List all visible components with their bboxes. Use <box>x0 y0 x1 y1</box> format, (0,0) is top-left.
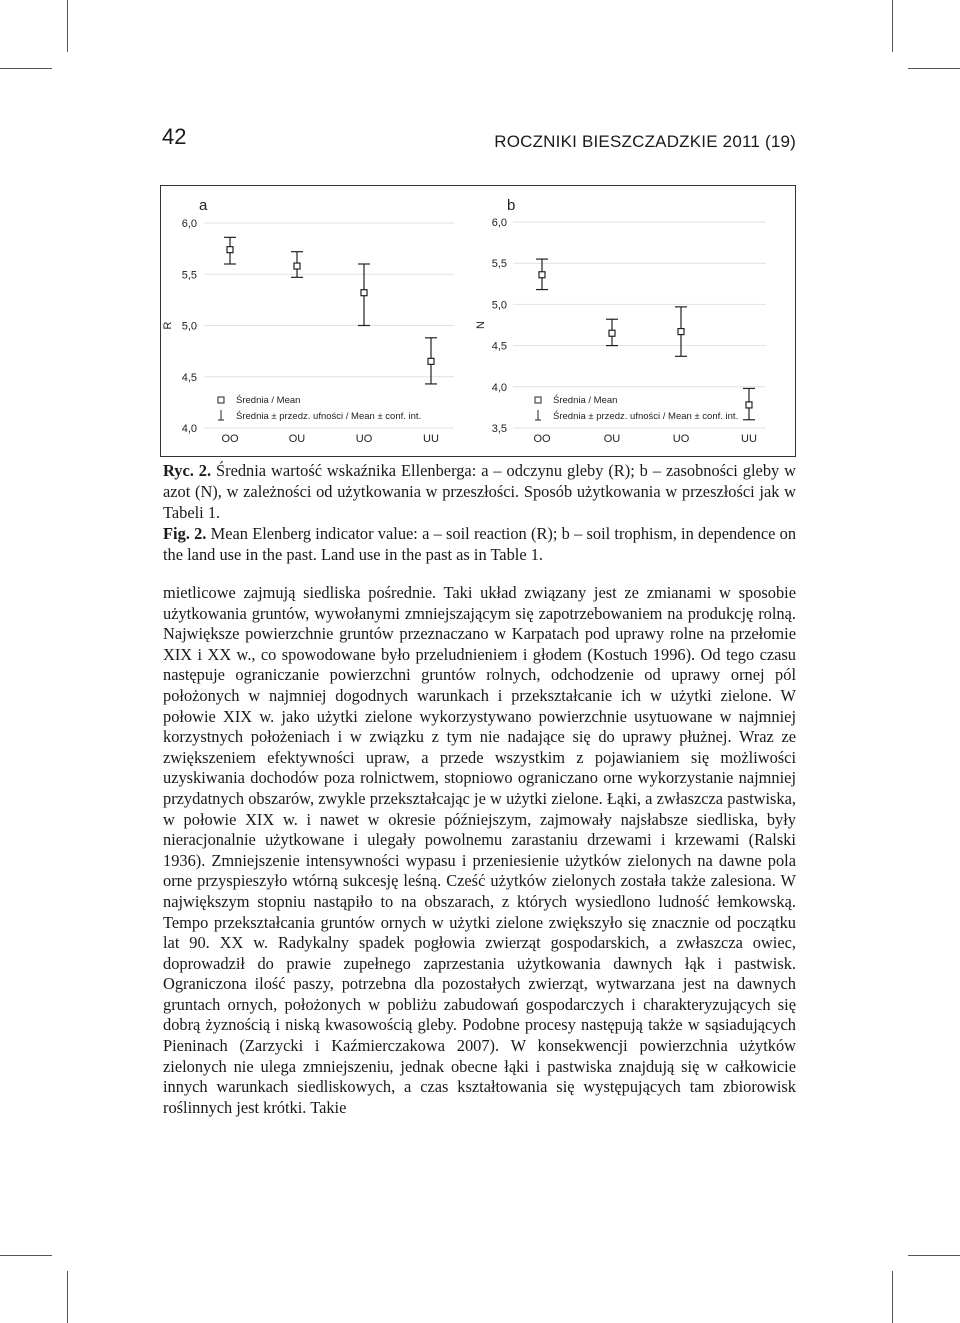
panel-a-mean-marker <box>361 290 367 296</box>
panel-b-ytick-label: 6,0 <box>491 217 507 229</box>
panel-a-ytick-label: 4,5 <box>181 371 197 384</box>
panel-a-label: a <box>199 197 208 214</box>
panel-b-category-label: OO <box>533 433 551 445</box>
page-header <box>160 120 796 160</box>
panel-a-category-label: UU <box>423 433 439 445</box>
crop-mark <box>0 68 52 69</box>
panel-a-category-label: OO <box>221 433 239 445</box>
panel-a-category-label: OU <box>288 433 306 445</box>
panel-b-ytick-label: 3,5 <box>491 423 507 435</box>
caption-english-text: Mean Elenberg indicator value: a – soil reaction (R); b – soil trophism, in dependence on the land use in the past. Land use in the past as in Table 1. <box>163 524 797 564</box>
crop-mark <box>67 0 68 52</box>
figure-2 <box>160 185 796 457</box>
panel-b-ytick-label: 5,0 <box>491 299 507 312</box>
panel-b-y-axis-label: N <box>475 321 487 329</box>
panel-b-category-label: UU <box>741 433 757 445</box>
body-text <box>163 583 796 1118</box>
caption-polish-text: Średnia wartość wskaźnika Ellenberga: a – odczynu gleby (R); b – zasobności gleby w azot (N), w zależności od użytkowania w przeszłości. Sposób użytkowania w przeszłości jak w Tabeli 1. <box>163 461 796 522</box>
panel-b-mean-marker <box>609 330 615 336</box>
panel-b-legend-mean-symbol <box>535 397 541 403</box>
figure-caption <box>163 460 796 565</box>
panel-a-legend-ci-label: Średnia ± przedz. ufności / Mean ± conf. int. <box>236 411 422 422</box>
crop-mark <box>908 1255 960 1256</box>
panel-b-ytick-label: 5,5 <box>491 258 507 271</box>
panel-b-ytick-label: 4,0 <box>491 381 507 394</box>
page-number: 42 <box>162 124 187 149</box>
panel-a-ytick-label: 5,0 <box>181 320 197 333</box>
panel-a-legend-mean-symbol <box>218 397 224 403</box>
panel-b-mean-marker <box>746 402 752 408</box>
panel-b-legend-mean-label: Średnia / Mean <box>553 395 618 406</box>
panel-a-y-axis-label: R <box>162 321 174 330</box>
caption-english <box>163 523 796 565</box>
caption-polish <box>163 460 796 523</box>
panel-b-category-label: UO <box>672 433 690 445</box>
crop-mark <box>0 1255 52 1256</box>
panel-b-mean-marker <box>539 272 545 278</box>
caption-english-label: Fig. 2. <box>163 524 207 543</box>
journal-title: ROCZNIKI BIESZCZADZKIE 2011 (19) <box>494 132 796 151</box>
panel-a-mean-marker <box>294 263 300 269</box>
panel-a-mean-marker <box>227 247 233 253</box>
figure-2-chart <box>161 186 797 458</box>
panel-a-category-label: UO <box>355 433 373 445</box>
crop-mark <box>67 1271 68 1323</box>
panel-a-mean-marker <box>428 358 434 364</box>
panel-b-ytick-label: 4,5 <box>491 340 507 353</box>
crop-mark <box>908 68 960 69</box>
panel-a-legend-mean-label: Średnia / Mean <box>236 395 301 406</box>
caption-polish-label: Ryc. 2. <box>163 461 212 480</box>
panel-a-ytick-label: 4,0 <box>181 423 197 435</box>
panel-a-ytick-label: 6,0 <box>181 218 197 230</box>
crop-mark <box>892 0 893 52</box>
panel-b-label: b <box>507 197 516 214</box>
panel-b-mean-marker <box>678 329 684 335</box>
body-paragraph: mietlicowe zajmują siedliska pośrednie. Taki układ związany jest ze zmianami w sposobie użytkowania gruntów, wywołanymi zmniejszającym się zapotrzebowaniem na produkcję rolną. Największe powierzchnie gruntów przeznaczano w Karpatach pod uprawy rolne na przełomie XIX i XX w., co spowodowane było przeludnieniem i głodem (Kostuch 1996). Od tego czasu następuje ograniczanie powierzchni gruntów rolnych, odchodzenie od uprawy ornej pól położonych w najmniej dogodnych warunkach i przekształcanie ich w użytki zielone. W połowie XIX w. jako użytki zielone wykorzystywano powierzchnie usytuowane w najmniej korzystnych położeniach i w związku z tym nie nadające się do uprawy płużnej. Wraz ze zwiększeniem efektywności upraw, a przede wszystkim z pojawianiem się możliwości uzyskiwania dochodów poza rolnictwem, stopniowo ograniczano orne wykorzystanie najmniej przydatnych obszarów, zwykle przekształcając je w użytki zielone. Łąki, a zwłaszcza pastwiska, w połowie XIX w. i nawet w okresie późniejszym, zajmowały najsłabsze siedliska, były nieracjonalnie użytkowane i ulegały powolnemu zarastaniu drzewami i krzewami (Ralski 1936). Zmniejszenie intensywności wypasu i przeniesienie użytków zielonych na dawne pola orne przyspieszyło wtórną sukcesję leśną. Cześć użytków zielonych została także zalesiona. W największym stopniu nastąpiło to na obszarach, z których wysiedlono ludność łemkowską. Tempo przekształcania gruntów ornych w użytki zielone zwiększyło się znacznie od początku lat 90. XX w. Radykalny spadek pogłowia zwierząt gospodarskich, a zwłaszcza owiec, doprowadził do prawie zupełnego zaprzestania użytkowania dawnych łąk i pastwisk. Ograniczona ilość paszy, potrzebna dla pozostałych zwierząt, wytwarzana jest na dawnych gruntach ornych, położonych w pobliżu zabudowań gospodarczych i charakteryzujących się dobrą żyznością i niską kwasowością gleby. Podobne procesy następują także w sąsiadujących Pieninach (Zarzycki i Kaźmierczakowa 2007). W konsekwencji powierzchnia użytków zielonych nie ulega zmniejszeniu, jednak obecne łąki i pastwiska znajdują się w całkowicie innych warunkach siedliskowych, a czas kształtowania się występujących tam zbiorowisk roślinnych jest krótki. Takie <box>163 583 796 1117</box>
panel-b-legend-ci-label: Średnia ± przedz. ufności / Mean ± conf. int. <box>553 411 739 422</box>
panel-b-category-label: OU <box>603 433 621 445</box>
crop-mark <box>892 1271 893 1323</box>
panel-a-ytick-label: 5,5 <box>181 269 197 282</box>
